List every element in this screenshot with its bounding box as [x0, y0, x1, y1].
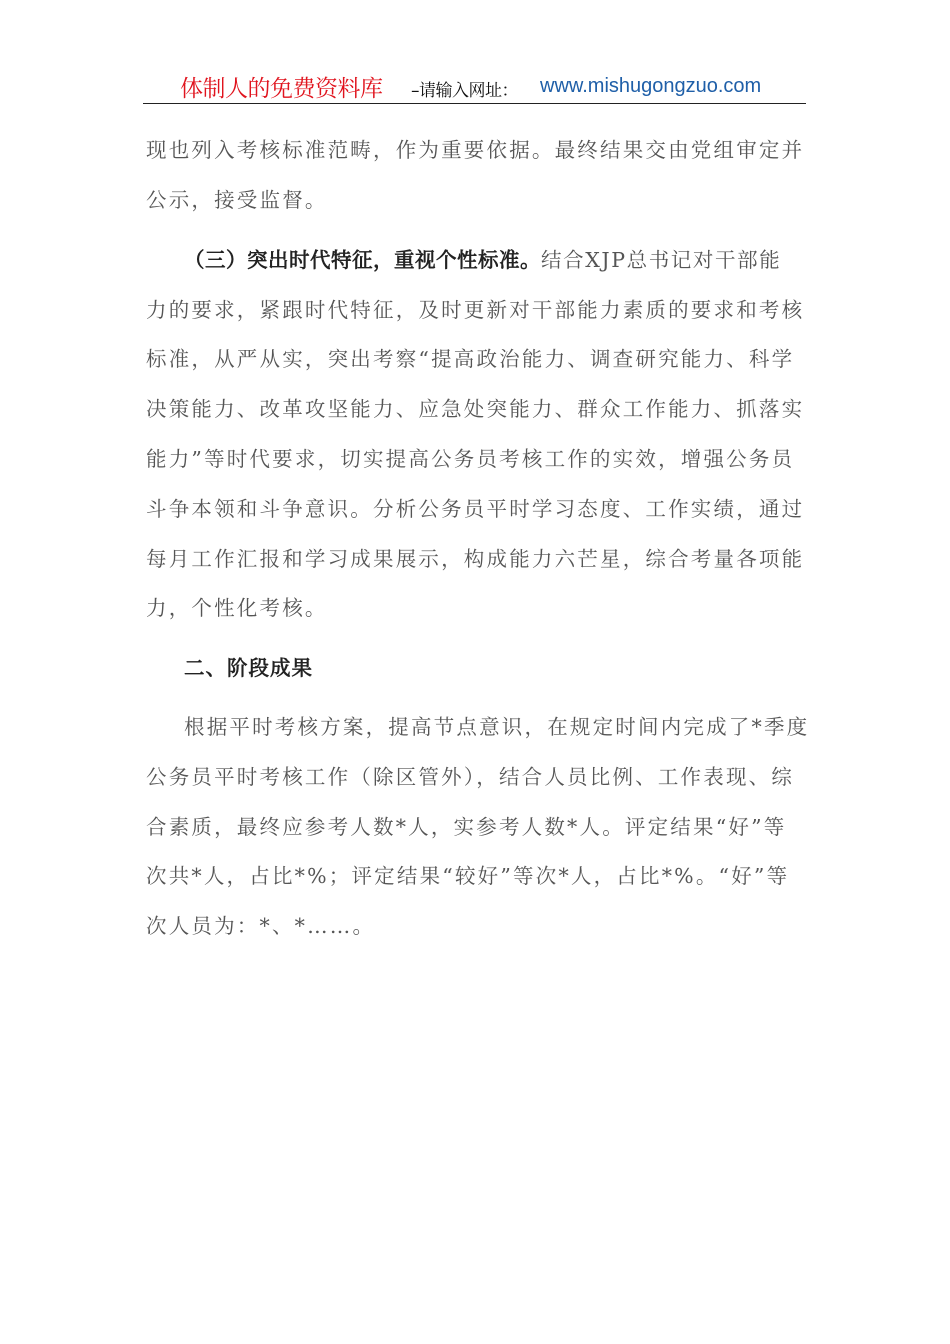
section-heading-text: 二、阶段成果	[184, 656, 313, 680]
text-line: 根据平时考核方案，提高节点意识，在规定时间内完成了*季度	[184, 715, 810, 739]
text-line: 现也列入考核标准范畴，作为重要依据。最终结果交由党组审定并	[146, 138, 805, 162]
text-line: 合素质，最终应参考人数*人，实参考人数*人。评定结果“好”等	[146, 815, 787, 839]
text-line: 能力”等时代要求，切实提高公务员考核工作的实效，增强公务员	[146, 447, 795, 471]
text-line: 次共*人，占比*%；评定结果“较好”等次*人，占比*%。“好”等	[146, 864, 790, 888]
text-line: 斗争本领和斗争意识。分析公务员平时学习态度、工作实绩，通过	[146, 497, 805, 521]
text-line: 决策能力、改革攻坚能力、应急处突能力、群众工作能力、抓落实	[146, 397, 805, 421]
header-brand: 体制人的免费资料库	[180, 76, 383, 102]
header-url-link[interactable]: www.mishugongzuo.com	[540, 75, 762, 97]
text-line: 次人员为：*、*……。	[146, 914, 376, 938]
section-subheading: （三）突出时代特征，重视个性标准。	[184, 248, 541, 272]
text-line: 公示，接受监督。	[146, 188, 328, 212]
text-run: 结合XJP总书记对干部能	[541, 248, 782, 272]
text-line: 标准，从严从实，突出考察“提高政治能力、调查研究能力、科学	[146, 347, 795, 371]
text-line: 力的要求，紧跟时代特征，及时更新对干部能力素质的要求和考核	[146, 298, 805, 322]
text-line: 每月工作汇报和学习成果展示，构成能力六芒星，综合考量各项能	[146, 547, 805, 571]
page-header	[143, 68, 806, 104]
header-prompt: –请输入网址：	[411, 81, 518, 101]
section-heading	[184, 643, 313, 693]
text-line: 公务员平时考核工作（除区管外），结合人员比例、工作表现、综	[146, 765, 795, 789]
text-line	[184, 235, 781, 285]
text-line: 力，个性化考核。	[146, 596, 328, 620]
